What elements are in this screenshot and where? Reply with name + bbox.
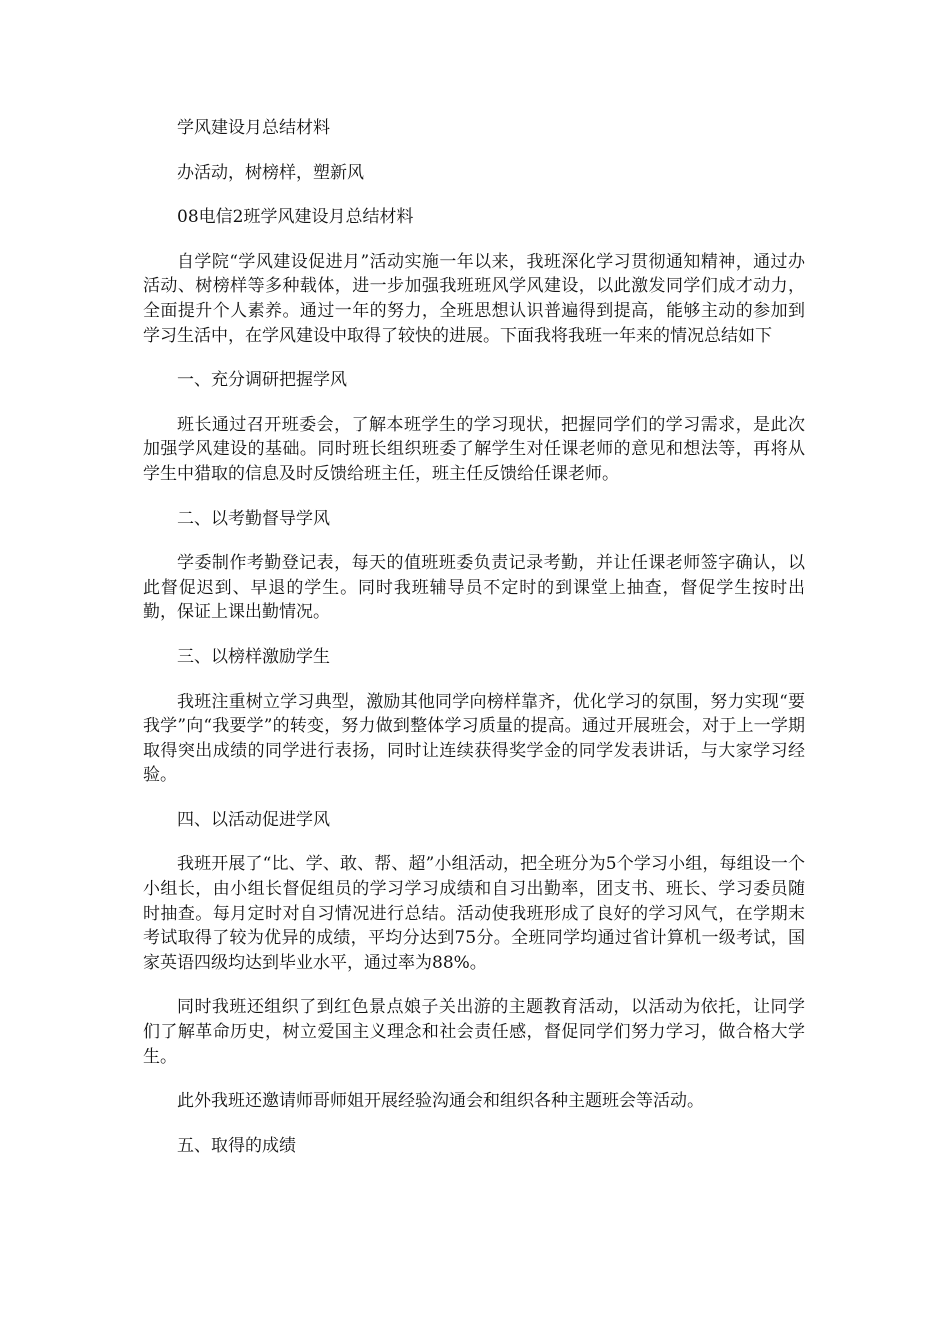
document-slogan: 办活动，树榜样，塑新风 (177, 162, 364, 183)
section-4-paragraph-2: 同时我班还组织了到红色景点娘子关出游的主题教育活动，以活动为依托，让同学们了解革命历史，树立爱国主义理念和社会责任感，督促同学们努力学习，做合格大学生。 (143, 997, 805, 1067)
section-3-paragraph: 我班注重树立学习典型，激励其他同学向榜样靠齐，优化学习的氛围，努力实现“要我学”向“我要学”的转变，努力做到整体学习质量的提高。通过开展班会，对于上一学期取得突出成绩的同学进行表扬，同时让连续获得奖学金的同学发表讲话，与大家学习经验。 (143, 691, 805, 786)
document-subtitle: 08电信2班学风建设月总结材料 (177, 207, 414, 228)
section-2-paragraph: 学委制作考勤登记表，每天的值班班委负责记录考勤，并让任课老师签字确认，以此督促迟到、早退的学生。同时我班辅导员不定时的到课堂上抽查，督促学生按时出勤，保证上课出勤情况。 (143, 553, 805, 623)
section-heading-4: 四、以活动促进学风 (177, 809, 330, 830)
section-4-paragraph-1: 我班开展了“比、学、敢、帮、超”小组活动，把全班分为5个学习小组，每组设一个小组长，由小组长督促组员的学习学习成绩和自习出勤率，团支书、班长、学习委员随时抽查。每月定时对自习情况进行总结。活动使我班形成了良好的学习风气，在学期末考试取得了较为优异的成绩，平均分达到75分。全班同学均通过省计算机一级考试，国家英语四级均达到毕业水平，通过率为88%。 (143, 854, 805, 973)
intro-paragraph: 自学院“学风建设促进月”活动实施一年以来，我班深化学习贯彻通知精神，通过办活动、树榜样等多种载体，进一步加强我班班风学风建设，以此激发同学们成才动力，全面提升个人素养。通过一年的努力，全班思想认识普遍得到提高，能够主动的参加到学习生活中，在学风建设中取得了较快的进展。下面我将我班一年来的情况总结如下 (143, 251, 805, 346)
document-title: 学风建设月总结材料 (177, 118, 330, 138)
section-1-paragraph: 班长通过召开班委会，了解本班学生的学习现状，把握同学们的学习需求，是此次加强学风建设的基础。同时班长组织班委了解学生对任课老师的意见和想法等，再将从学生中猎取的信息及时反馈给班主任，班主任反馈给任课老师。 (143, 414, 805, 484)
section-heading-2: 二、以考勤督导学风 (177, 508, 330, 529)
section-heading-1: 一、充分调研把握学风 (177, 370, 347, 391)
section-heading-5: 五、取得的成绩 (177, 1135, 296, 1156)
section-heading-3: 三、以榜样激励学生 (177, 646, 330, 667)
section-4-paragraph-3: 此外我班还邀请师哥师姐开展经验沟通会和组织各种主题班会等活动。 (177, 1091, 704, 1112)
document-body (143, 110, 805, 1158)
